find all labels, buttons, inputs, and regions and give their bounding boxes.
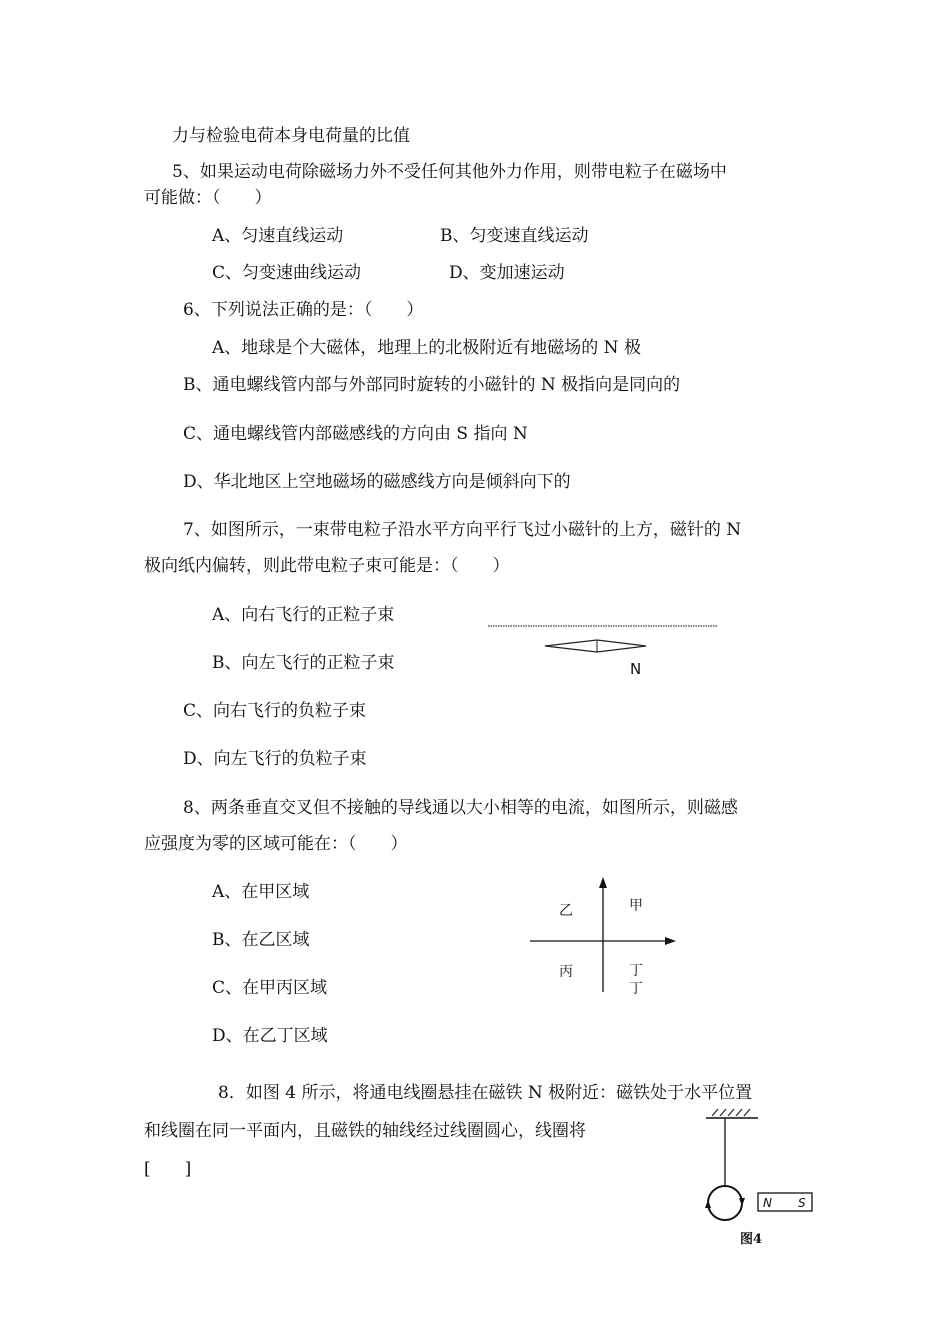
continued-text-line: 力与检验电荷本身电荷量的比值 [172,126,410,146]
q7-stem-line2: 极向纸内偏转，则此带电粒子束可能是：（ ） [144,556,510,576]
q8-option-d: D、在乙丁区域 [212,1026,328,1046]
q6-option-c: C、通电螺线管内部磁感线的方向由 S 指向 N [183,424,528,444]
q7-option-b: B、向左飞行的正粒子束 [212,653,395,673]
q8-figure [525,874,685,1000]
horizontal-arrow-icon [665,937,676,945]
region-bing-label: 丙 [559,964,573,980]
q8-stem-line1: 8、两条垂直交叉但不接触的导线通以大小相等的电流，如图所示，则磁感 [183,798,738,818]
q8b-stem-line1: 8．如图 4 所示，将通电线圈悬挂在磁铁 N 极附近：磁铁处于水平位置 [218,1083,753,1103]
q8-option-b: B、在乙区域 [212,930,310,950]
fig4-figure [690,1100,830,1250]
region-ding-label: 丁 [629,963,643,979]
q5-option-d: D、变加速运动 [449,263,565,283]
magnet-s-label: S [798,1196,806,1210]
q7-stem-line1: 7、如图所示，一束带电粒子沿水平方向平行飞过小磁针的上方，磁针的 N [183,520,742,540]
q6-option-d: D、华北地区上空地磁场的磁感线方向是倾斜向下的 [183,472,571,492]
q8b-stem-line2: 和线圈在同一平面内，且磁铁的轴线经过线圈圆心，线圈将 [144,1121,586,1141]
region-yi-label: 乙 [559,903,573,919]
q7-option-d: D、向左飞行的负粒子束 [183,749,367,769]
q7-figure [480,618,730,688]
magnet-n-label: N [763,1196,772,1210]
vertical-arrow-icon [599,877,607,888]
q8-option-c: C、在甲丙区域 [212,978,328,998]
compass-needle [545,640,646,652]
q5-option-c: C、匀变速曲线运动 [212,263,362,283]
current-coil [708,1186,742,1220]
q6-option-b: B、通电螺线管内部与外部同时旋转的小磁针的 N 极指向是同向的 [183,375,681,395]
q8-stem-line2: 应强度为零的区域可能在：（ ） [144,834,408,854]
region-jia-label: 甲 [629,898,643,914]
q5-option-a: A、匀速直线运动 [212,226,344,246]
q5-stem-line2: 可能做：（ ） [144,188,272,208]
q6-option-a: A、地球是个大磁体，地理上的北极附近有地磁场的 N 极 [212,338,641,358]
needle-n-label: N [630,660,642,678]
q5-option-b: B、匀变速直线运动 [440,226,589,246]
q7-option-c: C、向右飞行的负粒子束 [183,701,367,721]
current-arrow-left-icon [705,1200,711,1208]
q6-stem: 6、下列说法正确的是：（ ） [183,300,424,320]
q7-option-a: A、向右飞行的正粒子束 [212,605,395,625]
fig4-caption: 图4 [740,1232,763,1247]
ceiling-hatching [712,1109,750,1116]
q5-stem-line1: 5、如果运动电荷除磁场力外不受任何其他外力作用，则带电粒子在磁场中 [172,162,727,182]
region-ding-label-2: 丁 [629,981,643,997]
q8-option-a: A、在甲区域 [212,882,310,902]
q8b-answer-brackets: [ ] [144,1159,192,1179]
current-arrow-right-icon [739,1198,745,1206]
